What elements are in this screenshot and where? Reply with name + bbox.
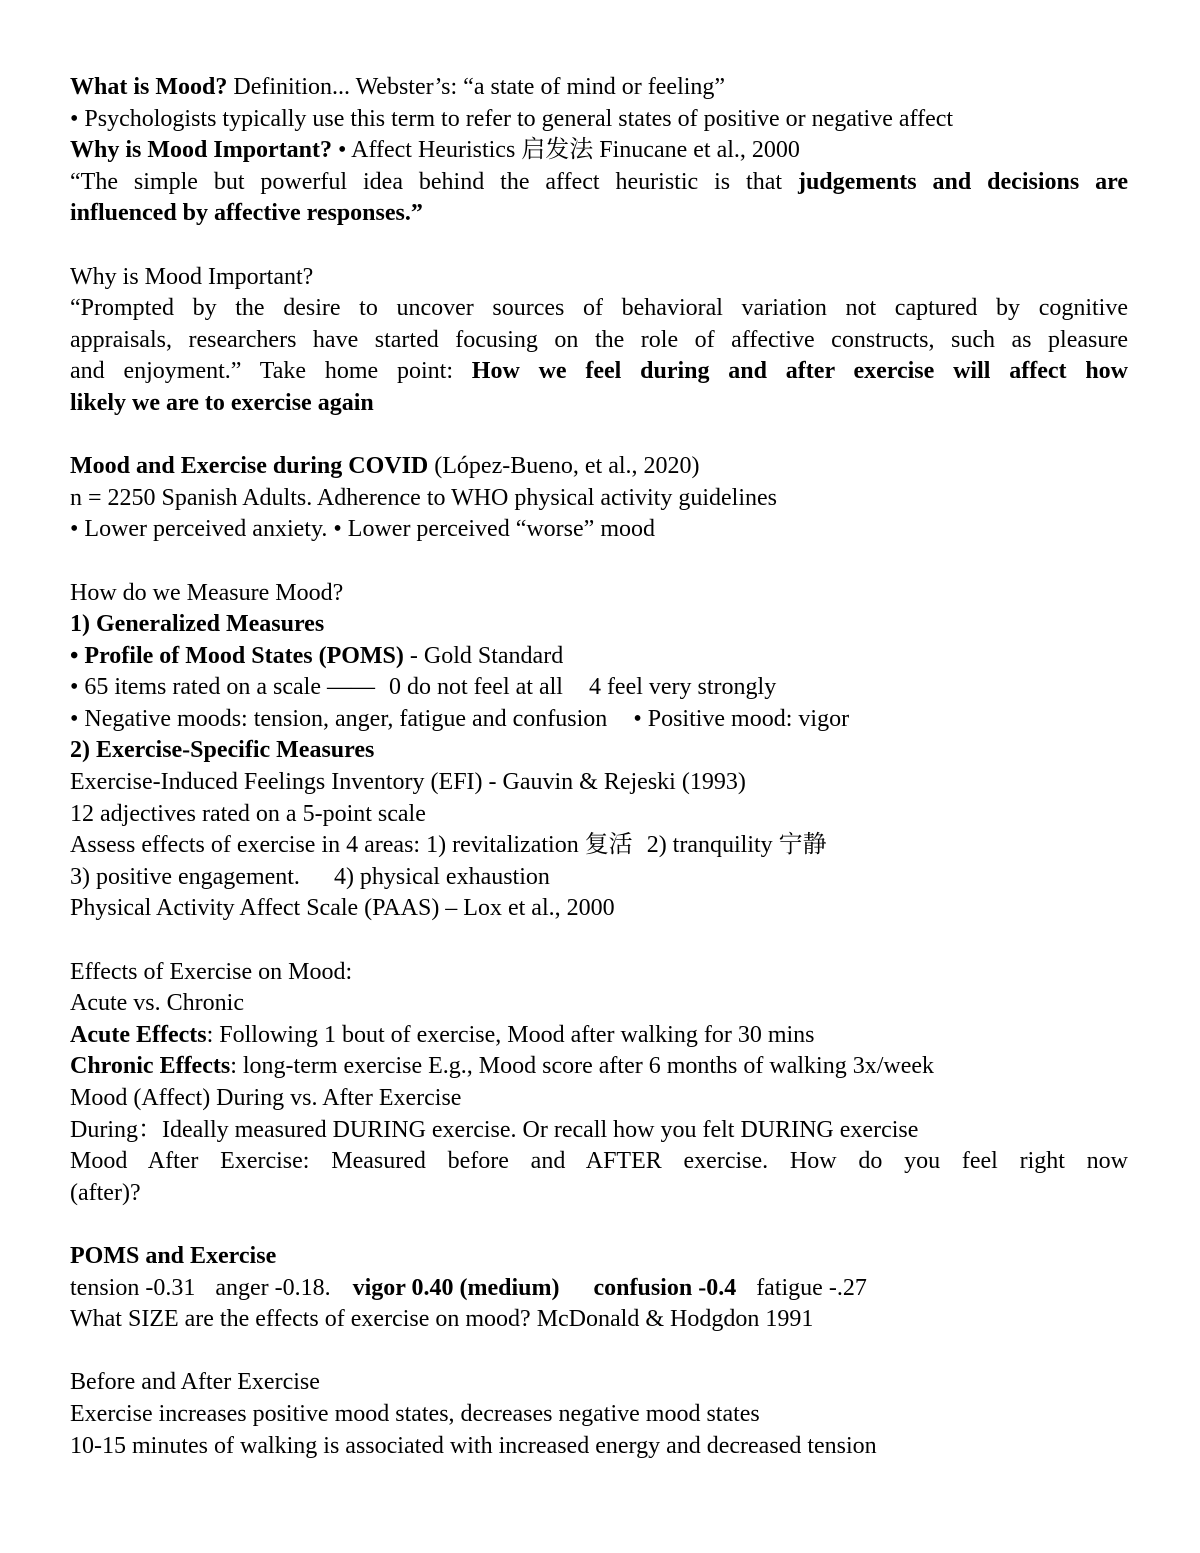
walking-line: 10-15 minutes of walking is associated with increased energy and decreased tension: [70, 1432, 877, 1459]
poms-label: • Profile of Mood States: [70, 642, 313, 669]
spacer: [70, 230, 1128, 262]
paas-line: Physical Activity Affect Scale (PAAS) – Lox et al., 2000: [70, 895, 615, 922]
efi-line: Exercise-Induced Feelings Inventory (EFI) - Gauvin & Rejeski (1993): [70, 769, 746, 796]
adjectives-line: 12 adjectives rated on a 5-point scale: [70, 800, 426, 827]
tension-value: tension -0.31: [70, 1274, 196, 1301]
areas-continued-line: [70, 862, 1128, 894]
covid-heading-bold: Mood and Exercise during COVID: [70, 453, 429, 480]
prompted-quote-line-3: [70, 356, 1128, 388]
poms-moods-line: [70, 704, 1128, 736]
chronic-effects-label: Chronic Effects: [70, 1053, 231, 1080]
negative-moods: • Negative moods: tension, anger, fatigue and confusion: [70, 705, 608, 732]
spacer: [70, 1209, 1128, 1241]
covid-results-line: • Lower perceived anxiety. • Lower perceived “worse” mood: [70, 516, 655, 543]
why-important-line: [70, 135, 1128, 167]
what-is-mood-definition: Definition... Webster’s: “a state of mind or feeling”: [227, 74, 726, 100]
spacer: [70, 1336, 1128, 1368]
spacer: [70, 546, 1128, 578]
effect-size-line: What SIZE are the effects of exercise on mood? McDonald & Hodgdon 1991: [70, 1306, 814, 1333]
positive-engagement: 3) positive engagement.: [70, 863, 300, 890]
poms-effects-line: [70, 1273, 1128, 1305]
physical-exhaustion: 4) physical exhaustion: [333, 863, 550, 890]
assess-areas-line: [70, 830, 1128, 862]
prompted-quote-line-4: likely we are to exercise again: [70, 389, 374, 416]
why-important-label: Why is Mood Important?: [70, 137, 333, 164]
poms-items-line: [70, 672, 1128, 704]
prompted-quote-line-1: “Prompted by the desire to uncover sources of behavioral variation not captured by cognitive: [70, 295, 1128, 322]
take-home-text: and enjoyment.” Take home point:: [70, 358, 472, 385]
generalized-measures-heading: 1) Generalized Measures: [70, 611, 325, 638]
before-after-heading: Before and After Exercise: [70, 1369, 320, 1396]
vigor-value: vigor 0.40 (medium): [352, 1274, 560, 1301]
spacer: [70, 420, 1128, 452]
what-is-mood-line: [70, 72, 1128, 104]
why-important-heading: Why is Mood Important?: [70, 263, 314, 290]
affect-heuristic-quote-line-1: [70, 167, 1128, 199]
affect-heuristics-text: • Affect Heuristics 启发法 Finucane et al., 2000: [332, 137, 800, 164]
exercise-specific-heading: 2) Exercise-Specific Measures: [70, 737, 375, 764]
covid-citation: (López-Bueno, et al., 2020): [428, 453, 700, 480]
spacer: [70, 925, 1128, 957]
effects-heading: Effects of Exercise on Mood:: [70, 958, 353, 985]
assess-areas-text: Assess effects of exercise in 4 areas: 1) revitalization 复活: [70, 832, 633, 859]
fatigue-value: fatigue -.27: [756, 1274, 867, 1301]
covid-heading: [70, 451, 1128, 483]
quote-bold-text: judgements and decisions are: [797, 168, 1128, 195]
acute-effects-line: [70, 1020, 1128, 1052]
acute-effects-text: : Following 1 bout of exercise, Mood after walking for 30 mins: [206, 1021, 815, 1048]
poms-line: [70, 641, 1128, 673]
poms-scale-high: 4 feel very strongly: [588, 674, 777, 701]
affect-heuristic-quote-line-2: influenced by affective responses.”: [70, 200, 423, 227]
acute-effects-label: Acute Effects: [70, 1021, 207, 1048]
mood-states-line: Exercise increases positive mood states, decreases negative mood states: [70, 1400, 760, 1427]
quote-text: “The simple but powerful idea behind the affect heuristic is that: [70, 168, 798, 195]
tranquility-text: 2) tranquility 宁静: [646, 832, 827, 859]
chronic-effects-text: : long-term exercise E.g., Mood score after 6 months of walking 3x/week: [230, 1053, 935, 1080]
mood-after-line-2: (after)?: [70, 1179, 141, 1206]
anger-value: anger -0.18.: [215, 1274, 331, 1301]
what-is-mood-label: What is Mood?: [70, 74, 228, 100]
measure-mood-heading: How do we Measure Mood?: [70, 579, 344, 606]
poms-scale-low: 0 do not feel at all: [388, 674, 563, 701]
chronic-effects-line: [70, 1051, 1128, 1083]
mood-after-line: Mood After Exercise: Measured before and AFTER exercise. How do you feel right now: [70, 1148, 1128, 1175]
poms-items-text: • 65 items rated on a scale ——: [70, 674, 381, 701]
poms-exercise-heading: POMS and Exercise: [70, 1242, 277, 1269]
confusion-value: confusion -0.4: [593, 1274, 737, 1301]
poms-gold-standard: - Gold Standard: [403, 642, 564, 669]
take-home-bold: How we feel during and after exercise will affect how: [471, 358, 1128, 385]
covid-sample-line: n = 2250 Spanish Adults. Adherence to WHO physical activity guidelines: [70, 484, 777, 511]
acute-vs-chronic: Acute vs. Chronic: [70, 990, 244, 1017]
psychologists-line: • Psychologists typically use this term to refer to general states of positive or negative affect: [70, 105, 954, 132]
during-vs-after-line: Mood (Affect) During vs. After Exercise: [70, 1085, 462, 1111]
poms-abbrev: (POMS): [312, 642, 404, 669]
prompted-quote-line-2: appraisals, researchers have started focusing on the role of affective constructs, such as pleasure: [70, 326, 1128, 353]
positive-mood: • Positive mood: vigor: [633, 705, 850, 732]
during-line: During：Ideally measured DURING exercise. Or recall how you felt DURING exercise: [70, 1116, 919, 1143]
